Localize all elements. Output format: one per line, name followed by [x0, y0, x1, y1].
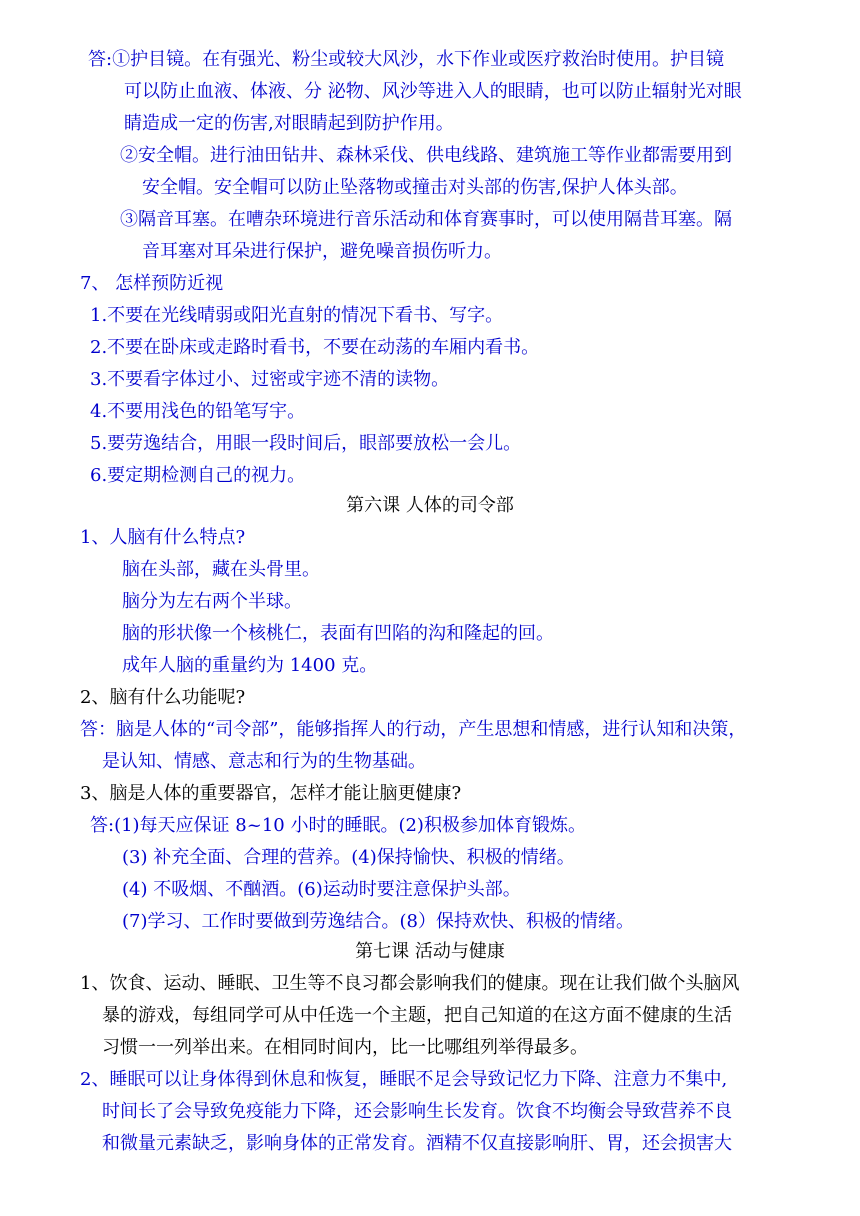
lesson6-q1-answer-2: 脑分为左右两个半球。: [122, 591, 302, 612]
lesson6-q1-answer-1: 脑在头部，藏在头骨里。: [122, 559, 320, 580]
lesson6-q2-question: 2、脑有什么功能呢?: [80, 687, 246, 708]
q7-item-3: 3.不要看字体过小、过密或宇迹不清的读物。: [90, 369, 450, 390]
lesson7-q2-line-1: 2、睡眠可以让身体得到休息和恢复，睡眠不足会导致记忆力下降、注意力不集中,: [80, 1069, 728, 1090]
q7-item-2: 2.不要在卧床或走路时看书，不要在动荡的车厢内看书。: [90, 337, 540, 358]
lesson7-q1-line-1: 1、饮食、运动、睡眠、卫生等不良习都会影响我们的健康。现在让我们做个头脑风: [80, 973, 740, 994]
q6-answer-line-1: 答:①护目镜。在有强光、粉尘或较大风沙，水下作业或医疗救治时使用。护目镜: [88, 49, 725, 70]
lesson6-heading: 第六课 人体的司令部: [346, 495, 514, 516]
lesson6-q2-answer-line-1: 答：脑是人体的“司令部”，能够指挥人的行动，产生思想和情感，进行认知和决策，: [80, 719, 747, 740]
lesson6-q3-answer-3: (4) 不吸烟、不酗酒。(6)运动时要注意保护头部。: [122, 879, 521, 900]
q7-item-5: 5.要劳逸结合，用眼一段时间后，眼部要放松一会儿。: [90, 433, 522, 454]
q6-answer-line-6: ③隔音耳塞。在嘈杂环境进行音乐活动和体育赛事时，可以使用隔昔耳塞。隔: [120, 209, 732, 230]
lesson6-q3-answer-2: (3) 补充全面、合理的营养。(4)保持愉快、积极的情绪。: [122, 847, 575, 868]
q6-answer-line-3: 睛造成一定的伤害,对眼睛起到防护作用。: [124, 113, 454, 134]
lesson6-q1-answer-4: 成年人脑的重量约为 1400 克。: [122, 655, 378, 676]
lesson7-q1-line-3: 习惯一一列举出来。在相同时间内，比一比哪组列举得最多。: [102, 1037, 588, 1058]
q7-item-6: 6.要定期检测自己的视力。: [90, 465, 306, 486]
lesson6-q1-answer-3: 脑的形状像一个核桃仁，表面有凹陷的沟和隆起的回。: [122, 623, 554, 644]
lesson6-q3-answer-1: 答:(1)每天应保证 8~10 小时的睡眠。(2)积极参加体育锻炼。: [90, 815, 586, 836]
lesson7-heading: 第七课 活动与健康: [355, 941, 505, 962]
q7-item-4: 4.不要用浅色的铅笔写宇。: [90, 401, 306, 422]
lesson6-q1-question: 1、人脑有什么特点?: [80, 527, 246, 548]
lesson7-q2-line-3: 和微量元素缺乏，影响身体的正常发育。酒精不仅直接影响肝、胃，还会损害大: [102, 1133, 732, 1154]
q6-answer-line-7: 音耳塞对耳朵进行保护，避免噪音损伤听力。: [142, 241, 502, 262]
q7-item-1: 1.不要在光线晴弱或阳光直射的情况下看书、写字。: [90, 305, 504, 326]
lesson7-q2-line-2: 时间长了会导致免疫能力下降，还会影响生长发育。饮食不均衡会导致营养不良: [102, 1101, 732, 1122]
q7-title: 7、 怎样预防近视: [80, 273, 224, 294]
lesson6-q3-question: 3、脑是人体的重要器官，怎样才能让脑更健康?: [80, 783, 462, 804]
q6-answer-line-2: 可以防止血液、体液、分 泌物、风沙等进入人的眼睛，也可以防止辐射光对眼: [124, 81, 742, 102]
lesson7-q1-line-2: 暴的游戏，每组同学可从中任选一个主题，把自己知道的在这方面不健康的生活: [102, 1005, 732, 1026]
lesson6-q2-answer-line-2: 是认知、情感、意志和行为的生物基础。: [102, 751, 426, 772]
lesson6-q3-answer-4: (7)学习、工作时要做到劳逸结合。(8）保持欢快、积极的情绪。: [122, 911, 634, 932]
q6-answer-line-4: ②安全帽。进行油田钻井、森林采伐、供电线路、建筑施工等作业都需要用到: [120, 145, 732, 166]
q6-answer-line-5: 安全帽。安全帽可以防止坠落物或撞击对头部的伤害,保护人体头部。: [142, 177, 688, 198]
